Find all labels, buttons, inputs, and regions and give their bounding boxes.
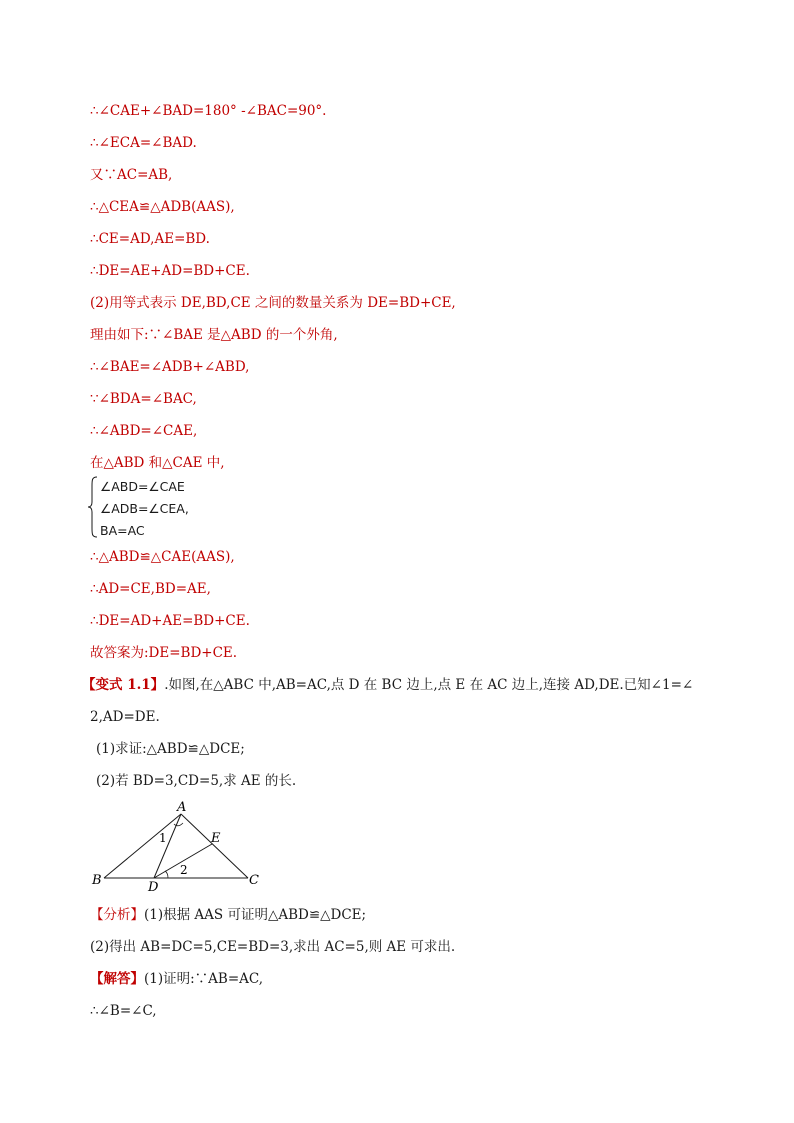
triangle-figure — [88, 800, 268, 892]
answer-line-2: ∴∠B=∠C, — [90, 1003, 157, 1019]
line-8: 理由如下:∵∠BAE 是△ABD 的一个外角, — [90, 327, 338, 343]
variant-tag: 【变式 1.1】 — [82, 677, 165, 693]
label-d: D — [148, 880, 159, 892]
analysis-tag: 【分析】 — [90, 907, 144, 923]
line-7: (2)用等式表示 DE,BD,CE 之间的数量关系为 DE=BD+CE, — [90, 295, 456, 311]
label-1: 1 — [159, 831, 167, 845]
analysis-text-1: (1)根据 AAS 可证明△ABD≌△DCE; — [144, 907, 367, 923]
variant-line-1 — [82, 676, 693, 694]
line-13: ∴△ABD≌△CAE(AAS), — [90, 549, 235, 565]
variant-question-2: (2)若 BD=3,CD=5,求 AE 的长. — [96, 773, 297, 789]
line-6: ∴DE=AE+AD=BD+CE. — [90, 263, 250, 279]
line-12: 在△ABD 和△CAE 中, — [90, 455, 225, 471]
angle-1-arc — [174, 823, 183, 826]
answer-line-1 — [90, 970, 263, 988]
label-c: C — [249, 873, 259, 888]
line-14: ∴AD=CE,BD=AE, — [90, 581, 211, 597]
system-eq-2: ∠ADB=∠CEA, — [100, 501, 189, 516]
angle-2-arc — [165, 871, 168, 878]
analysis-line-1 — [90, 906, 366, 924]
variant-line-2: 2,AD=DE. — [90, 709, 160, 725]
line-4: ∴△CEA≌△ADB(AAS), — [90, 199, 235, 215]
answer-text-1: (1)证明:∵AB=AC, — [144, 971, 264, 987]
system-brace — [88, 476, 98, 538]
line-5: ∴CE=AD,AE=BD. — [90, 231, 210, 247]
label-a: A — [177, 800, 187, 815]
line-15: ∴DE=AD+AE=BD+CE. — [90, 613, 250, 629]
line-1: ∴∠CAE+∠BAD=180° -∠BAC=90°. — [90, 103, 327, 119]
label-e: E — [211, 831, 221, 846]
segment-ac — [181, 814, 248, 878]
system-eq-1: ∠ABD=∠CAE — [100, 479, 185, 494]
line-11: ∴∠ABD=∠CAE, — [90, 423, 198, 439]
answer-tag: 【解答】 — [90, 971, 144, 987]
segment-ad — [154, 814, 181, 878]
label-2: 2 — [180, 863, 188, 877]
variant-text-1: .如图,在△ABC 中,AB=AC,点 D 在 BC 边上,点 E 在 AC 边上,连接 AD,DE.已知∠1=∠ — [164, 677, 694, 693]
line-3: 又∵AC=AB, — [90, 167, 173, 183]
line-16: 故答案为:DE=BD+CE. — [90, 645, 238, 661]
line-2: ∴∠ECA=∠BAD. — [90, 135, 197, 151]
line-10: ∵∠BDA=∠BAC, — [90, 391, 197, 407]
line-9: ∴∠BAE=∠ADB+∠ABD, — [90, 359, 250, 375]
variant-question-1: (1)求证:△ABD≌△DCE; — [96, 741, 245, 757]
analysis-line-2: (2)得出 AB=DC=5,CE=BD=3,求出 AC=5,则 AE 可求出. — [90, 939, 456, 955]
label-b: B — [92, 873, 102, 888]
system-eq-3: BA=AC — [100, 523, 145, 538]
